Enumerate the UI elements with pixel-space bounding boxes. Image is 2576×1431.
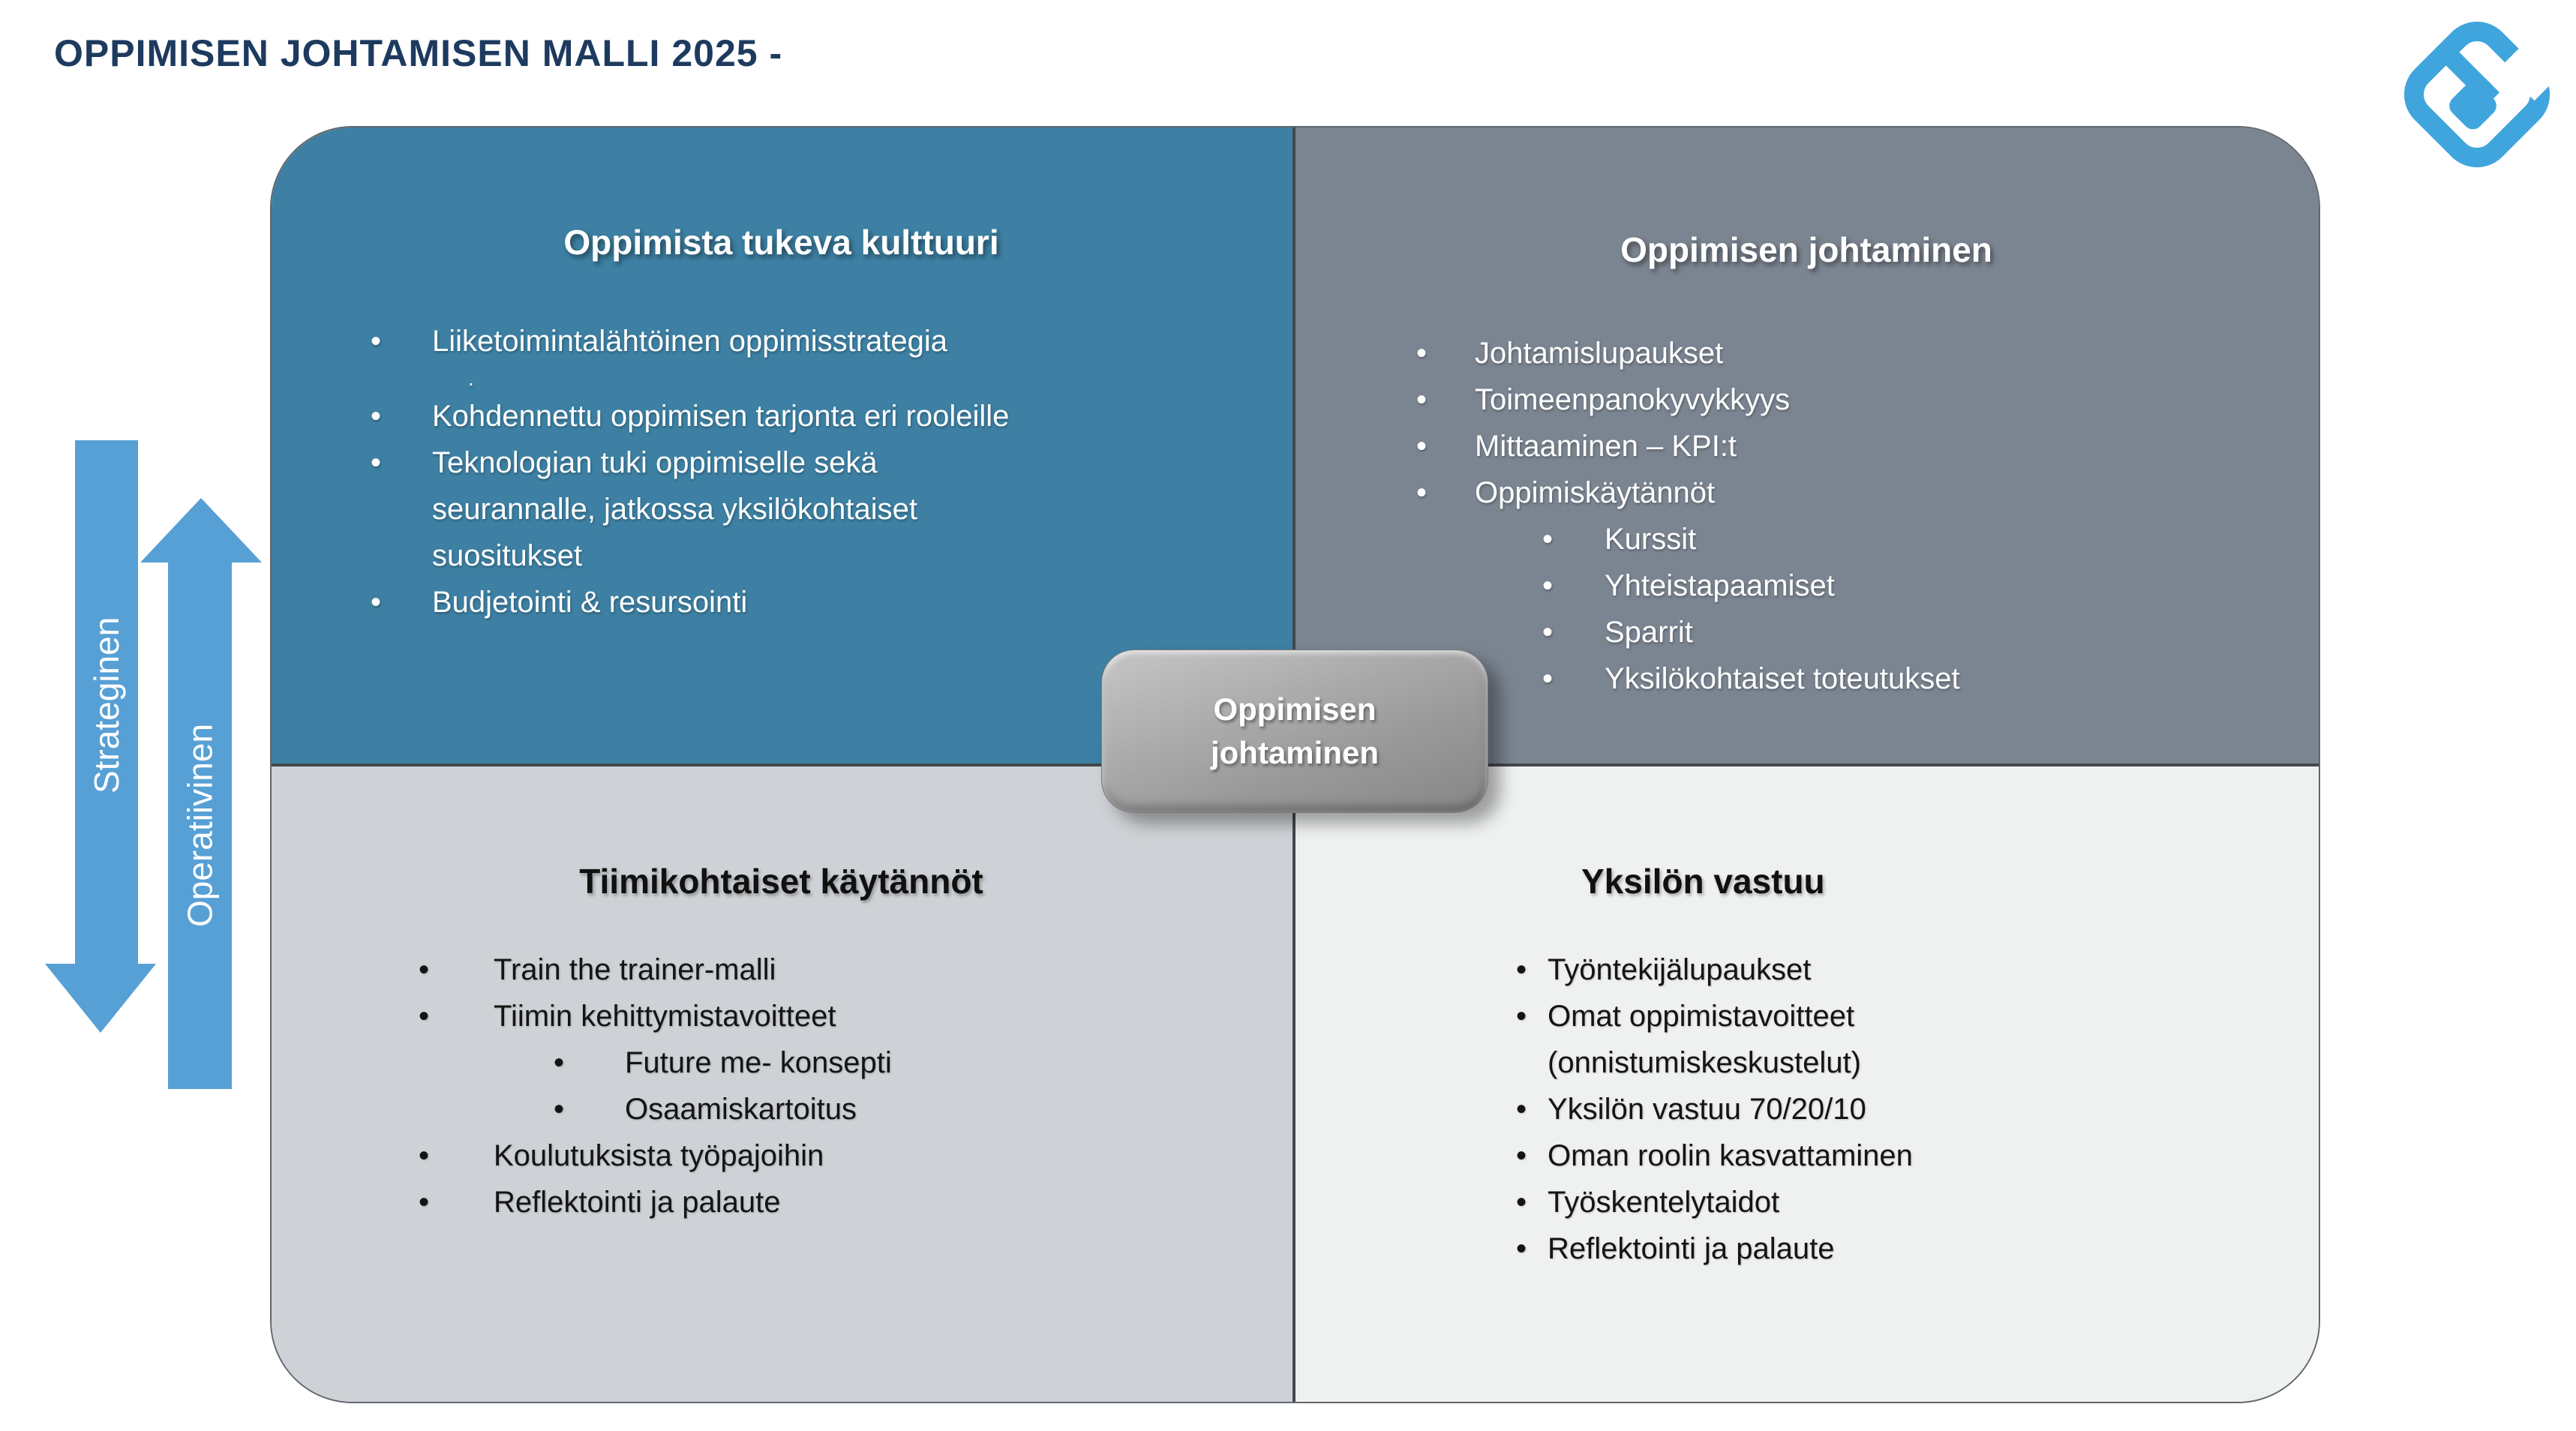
list-item-text: (onnistumiskeskustelut) <box>1548 1046 1861 1079</box>
list-item <box>1416 516 1960 562</box>
quadrant-title-top-left: Oppimista tukeva kulttuuri <box>563 223 999 262</box>
list-item <box>419 1179 892 1226</box>
list-item-text: Työntekijälupaukset <box>1548 953 1812 986</box>
center-badge-line2: johtaminen <box>1210 735 1379 770</box>
list-item <box>1516 1086 1913 1132</box>
company-logo-svg <box>2390 8 2564 182</box>
quadrant-title-bottom-left: Tiimikohtaiset käytännöt <box>579 862 983 901</box>
list-item <box>419 1040 892 1086</box>
strategic-arrow-head-icon <box>45 964 156 1033</box>
list-item <box>1516 1179 1913 1226</box>
list-item-text: Reflektointi ja palaute <box>494 1186 781 1219</box>
list-item-text: Kohdennettu oppimisen tarjonta eri rooleille <box>432 400 1010 433</box>
list-item-text: Reflektointi ja palaute <box>1548 1232 1835 1265</box>
list-item <box>1516 1132 1913 1179</box>
list-item-text: Työskentelytaidot <box>1548 1186 1780 1219</box>
operative-arrow-head-icon <box>140 498 262 562</box>
list-item-text: Kurssit <box>1605 523 1697 556</box>
bullet-list-bottom-right <box>1516 946 1913 1272</box>
list-item <box>1416 423 1960 470</box>
list-item-text: Koulutuksista työpajoihin <box>494 1139 824 1172</box>
list-item-text: Train the trainer-malli <box>494 953 776 986</box>
operative-arrow-label: Operatiivinen <box>180 723 220 927</box>
list-item-text: Oppimiskäytännöt <box>1475 476 1716 509</box>
list-item <box>371 486 1009 532</box>
list-item <box>371 393 1009 440</box>
list-item <box>419 1132 892 1179</box>
list-item-text: Tiimin kehittymistavoitteet <box>494 1000 836 1033</box>
list-item <box>419 993 892 1040</box>
list-item-text: Sparrit <box>1605 616 1693 649</box>
list-item-text: Omat oppimistavoitteet <box>1548 1000 1855 1033</box>
list-item-text: Yksilön vastuu 70/20/10 <box>1548 1093 1866 1126</box>
strategic-arrow-label: Strateginen <box>87 616 126 794</box>
list-item <box>1416 656 1960 702</box>
list-item <box>1416 376 1960 423</box>
list-item <box>371 579 1009 626</box>
company-logo-icon <box>2390 8 2564 182</box>
list-item <box>419 946 892 993</box>
list-item-text: Johtamislupaukset <box>1475 337 1724 370</box>
list-item-text: Toimeenpanokyvykkyys <box>1475 383 1791 416</box>
quadrant-title-top-right: Oppimisen johtaminen <box>1620 230 1992 269</box>
list-item-text: seurannalle, jatkossa yksilökohtaiset <box>432 493 918 526</box>
list-item-text: Oman roolin kasvattaminen <box>1548 1139 1913 1172</box>
list-item <box>419 1086 892 1132</box>
bullet-list-bottom-left <box>419 946 892 1226</box>
list-item <box>371 318 1009 364</box>
list-item <box>371 532 1009 579</box>
list-item <box>1516 993 1913 1040</box>
list-item-text: Yhteistapaamiset <box>1605 569 1835 602</box>
center-badge <box>1101 650 1488 813</box>
list-item <box>1416 470 1960 516</box>
list-item <box>1416 330 1960 376</box>
list-item-text: suositukset <box>432 539 583 572</box>
list-item-text: Budjetointi & resursointi <box>432 586 748 619</box>
list-item <box>1516 1226 1913 1272</box>
list-item <box>1416 609 1960 656</box>
list-item <box>1416 562 1960 609</box>
list-item-text: Osaamiskartoitus <box>625 1093 857 1126</box>
center-badge-line1: Oppimisen <box>1213 692 1377 727</box>
slide-title: OPPIMISEN JOHTAMISEN MALLI 2025 - <box>54 32 783 74</box>
list-item <box>371 440 1009 486</box>
bullet-list-top-left <box>371 318 1009 626</box>
list-item <box>1516 946 1913 993</box>
list-item-text: Future me- konsepti <box>625 1046 892 1079</box>
list-item-text: Teknologian tuki oppimiselle sekä <box>432 446 878 479</box>
list-item-text: Yksilökohtaiset toteutukset <box>1605 662 1960 695</box>
list-item-text: Mittaaminen – KPI:t <box>1475 430 1737 463</box>
quadrant-title-bottom-right: Yksilön vastuu <box>1581 862 1825 901</box>
bullet-list-top-right <box>1416 330 1960 702</box>
list-item-text: Liiketoimintalähtöinen oppimisstrategia <box>432 325 948 358</box>
list-item <box>371 364 1009 393</box>
list-item <box>1516 1040 1913 1086</box>
list-item-text: . <box>468 367 474 390</box>
